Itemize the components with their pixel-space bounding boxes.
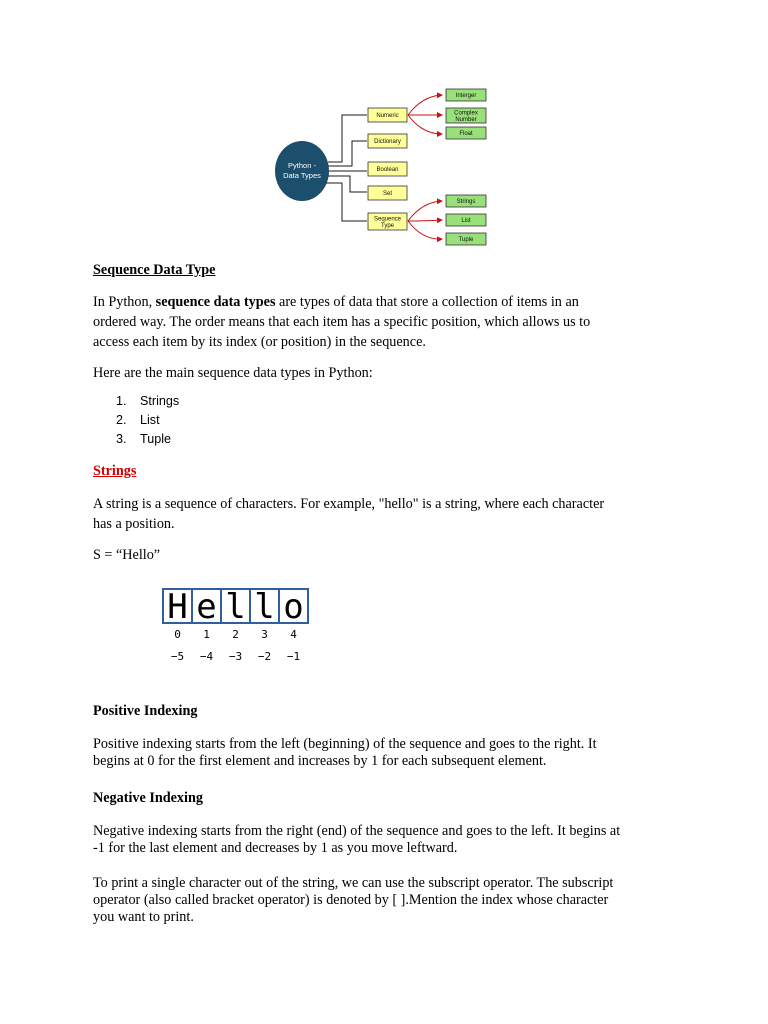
negative-line2: -1 for the last element and decreases by 1 as you move leftward. [93, 840, 458, 856]
diagram-category-node [368, 134, 407, 148]
diagram-leaf-node-label: Interger [455, 93, 477, 100]
diagram-leaf-node [446, 127, 486, 139]
section-heading-sequence-data-type: Sequence Data Type [93, 262, 216, 278]
intro-prefix: In Python, [93, 294, 156, 310]
diagram-leaf-node [446, 214, 486, 226]
list-item-number: 1. [116, 394, 127, 408]
hello-char: o [283, 587, 304, 627]
strings-line2: has a position. [93, 516, 175, 532]
negative-index-label: −1 [286, 650, 301, 663]
diagram-root-label-line1: Python - [288, 161, 316, 170]
negative-paragraph [93, 823, 620, 857]
intro-rest: are types of data that store a collection of items in an [275, 294, 579, 310]
list-item [116, 413, 160, 427]
diagram-leaf-node-label: Complex [454, 110, 478, 117]
intro-line2: ordered way. The order means that each item has a specific position, which allows us to [93, 314, 591, 330]
list-item [116, 432, 171, 446]
string-assignment: S = “Hello” [93, 547, 161, 563]
diagram-leaf-node-label: Number [455, 116, 477, 123]
print-paragraph [93, 875, 613, 926]
hello-char: l [225, 587, 246, 627]
list-intro-text: Here are the main sequence data types in Python: [93, 365, 373, 381]
list-item-number: 2. [116, 413, 127, 427]
positive-index-label: 1 [203, 628, 210, 641]
diagram-leaf-node-label: Tuple [458, 237, 474, 244]
positive-index-label: 3 [261, 628, 268, 641]
section-heading-positive-indexing: Positive Indexing [93, 703, 198, 719]
section-heading-negative-indexing: Negative Indexing [93, 790, 203, 806]
positive-index-label: 0 [174, 628, 181, 641]
diagram-category-node [368, 162, 407, 176]
list-item-label: List [140, 413, 160, 427]
diagram-leaf-node [446, 233, 486, 245]
diagram-leaf-node [446, 108, 486, 123]
diagram-category-node [368, 213, 407, 230]
diagram-category-node-label: Set [382, 191, 393, 198]
negative-index-label: −2 [257, 650, 272, 663]
diagram-leaf-node-label: Float [459, 131, 473, 138]
negative-index-label: −5 [170, 650, 185, 663]
diagram-leaf-node [446, 89, 486, 101]
intro-bold-term: sequence data types [155, 294, 276, 310]
diagram-category-node-label: Numeric [376, 113, 399, 120]
diagram-category-node-label: Boolean [376, 167, 399, 174]
hello-char: e [196, 587, 217, 627]
hello-index-figure [161, 587, 311, 667]
strings-line1: A string is a sequence of characters. For example, "hello" is a string, where each character [93, 496, 605, 512]
diagram-leaf-node-label: List [461, 218, 471, 225]
list-item-number: 3. [116, 432, 127, 446]
list-item [116, 394, 179, 408]
diagram-category-node-label: Sequence [373, 216, 402, 223]
strings-paragraph [93, 494, 604, 534]
print-line1: To print a single character out of the string, we can use the subscript operator. The subscript [93, 875, 614, 891]
diagram-category-node-label: Type [380, 222, 395, 229]
positive-paragraph [93, 736, 597, 770]
hello-char: l [254, 587, 275, 627]
diagram-leaf-node [446, 195, 486, 207]
list-item-label: Strings [140, 394, 180, 408]
list-item-label: Tuple [140, 432, 172, 446]
positive-index-label: 2 [232, 628, 239, 641]
diagram-category-node [368, 108, 407, 122]
negative-line1: Negative indexing starts from the right (end) of the sequence and goes to the left. It begins at [93, 823, 621, 839]
positive-line2: begins at 0 for the first element and increases by 1 for each subsequent element. [93, 753, 547, 769]
diagram-leaf-node-label: Strings [456, 199, 476, 206]
negative-index-label: −4 [199, 650, 214, 663]
diagram-category-node-label: Dictionary [374, 139, 401, 146]
positive-line1: Positive indexing starts from the left (beginning) of the sequence and goes to the right. It [93, 736, 597, 752]
intro-paragraph [93, 292, 590, 352]
section-heading-strings: Strings [93, 463, 137, 479]
negative-index-label: −3 [228, 650, 243, 663]
hello-char: H [167, 587, 188, 627]
diagram-root-label-line2: Data Types [283, 171, 321, 180]
print-line3: you want to print. [93, 909, 194, 925]
sequence-types-list [116, 394, 316, 454]
intro-line3: access each item by its index (or position) in the sequence. [93, 334, 426, 350]
print-line2: operator (also called bracket operator) is denoted by [ ].Mention the index whose character [93, 892, 609, 908]
positive-index-label: 4 [290, 628, 297, 641]
python-data-types-diagram [272, 84, 494, 250]
diagram-category-node [368, 186, 407, 200]
